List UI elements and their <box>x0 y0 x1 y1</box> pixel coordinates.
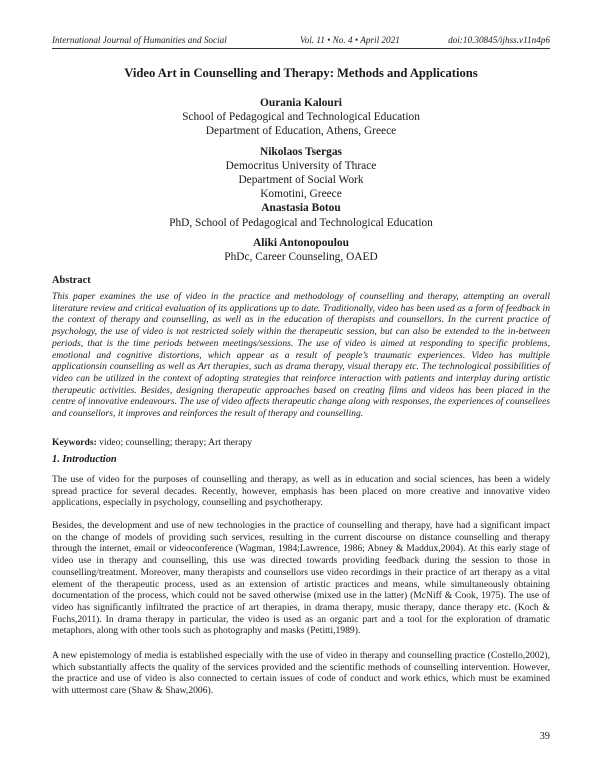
doi: doi:10.30845/ijhss.v11n4p6 <box>448 35 550 45</box>
author-block <box>52 96 550 264</box>
body-paragraph: The use of video for the purposes of counselling and therapy, as well as in education and social sciences, has been a widely spread practice for several decades. Recently, however, emphasis has been placed on more creative and innovative video applications, especially in psychology, counselling and psychotherapy. <box>52 474 550 509</box>
author-affiliation: Department of Education, Athens, Greece <box>205 125 397 138</box>
author-name: Anastasia Botou <box>261 202 341 215</box>
body-paragraph: A new epistemology of media is established especially with the use of video in therapy and counselling practice (Costello,2002), which substantially affects the quality of the services provided and the scientific methods of counselling intervention. However, the practice and use of video is also connected to certain issues of code of conduct and work ethics, which must be examined with uttermost care (Shaw & Shaw,2006). <box>52 650 550 697</box>
abstract-text: This paper examines the use of video in the practice and methodology of counselling and therapy, attempting an overall literature review and critical evaluation of its applications up to date. Traditionally, video has been used as a form of feedback in the context of therapy and counselling, as well as in the education of therapists and counsellors. In the current practice of psychology, the use of video is not restricted solely within the therapeutic session, but can also be extended to the in-between periods, that is the time periods between meetings/sessions. The use of video is aimed at responding to specific problems, emotional and cognitive distortions, which appear as a result of people’s traumatic experiences. Video has multiple applicationsin counselling as well as Art therapies, such as drama therapy, visual therapy etc. The technological possibilities of video can be utilized in the context of adopting strategies that reinforce interaction with patients and interplay during artistic therapeutic activities. Besides, designing therapeutic approaches based on creating films and videos has been placed in the centre of innovative endeavours. The use of video affects therapeutic change along with responses, the experiences of counsellees and counsellors, it improves and reinforces the result of therapy and counselling. <box>52 291 550 420</box>
page-number: 39 <box>539 731 550 742</box>
body-paragraph: Besides, the development and use of new technologies in the practice of counselling and therapy, have had a significant impact on the change of models of providing such services, resulting in the current discourse on distance counselling and therapy through the internet, email or videoconference (Wagman, 1984;Lawrence, 1986; Abney & Maddux,2004). At this early stage of video use in therapy and counselling, this use was directed towards providing feedback during the session to those in counselling/treatment. Moreover, many therapists and counsellors use video recordings in their practice of art therapy as a vital element of the therapeutic process, used as an extension of artistic practices and means, while simultaneously obtaining documentation of the process, which could not be saved otherwise (mixed use in the latter) (McNiff & Cook, 1975). The use of video has significantly infiltrated the practice of art therapies, in drama therapy, music therapy, dance therapy etc. (Koch & Fuchs,2011). In drama therapy in particular, the video is used as an organic part and a tool for the exploration of dramatic metaphors, along with other tools such as photography and masks (Petitti,1989). <box>52 520 550 637</box>
running-header <box>52 35 550 45</box>
author-1 <box>52 96 550 139</box>
keywords-text: video; counselling; therapy; Art therapy <box>99 437 253 448</box>
author-name: Nikolaos Tsergas <box>260 145 342 158</box>
author-name: Ourania Kalouri <box>260 97 342 109</box>
keywords-line <box>52 437 550 448</box>
section-heading: 1. Introduction <box>52 454 117 465</box>
paper-title: Video Art in Counselling and Therapy: Methods and Applications <box>124 66 478 80</box>
author-3 <box>52 201 550 229</box>
author-name: Aliki Antonopoulou <box>253 236 349 249</box>
issue-info: Vol. 11 • No. 4 • April 2021 <box>300 35 400 45</box>
author-affiliation: PhD, School of Pedagogical and Technological Education <box>169 216 433 229</box>
journal-name: International Journal of Humanities and Social <box>52 35 227 45</box>
author-affiliation: Democritus University of Thrace <box>225 159 377 172</box>
author-affiliation: PhDc, Career Counseling, OAED <box>224 251 378 264</box>
author-affiliation: Komotini, Greece <box>260 188 342 201</box>
keywords-label: Keywords: <box>52 437 97 448</box>
abstract-heading: Abstract <box>52 275 91 286</box>
author-affiliation: School of Pedagogical and Technological Education <box>182 111 420 124</box>
author-4 <box>52 236 550 264</box>
header-rule <box>52 48 550 49</box>
author-2 <box>52 145 550 202</box>
author-affiliation: Department of Social Work <box>238 174 364 187</box>
